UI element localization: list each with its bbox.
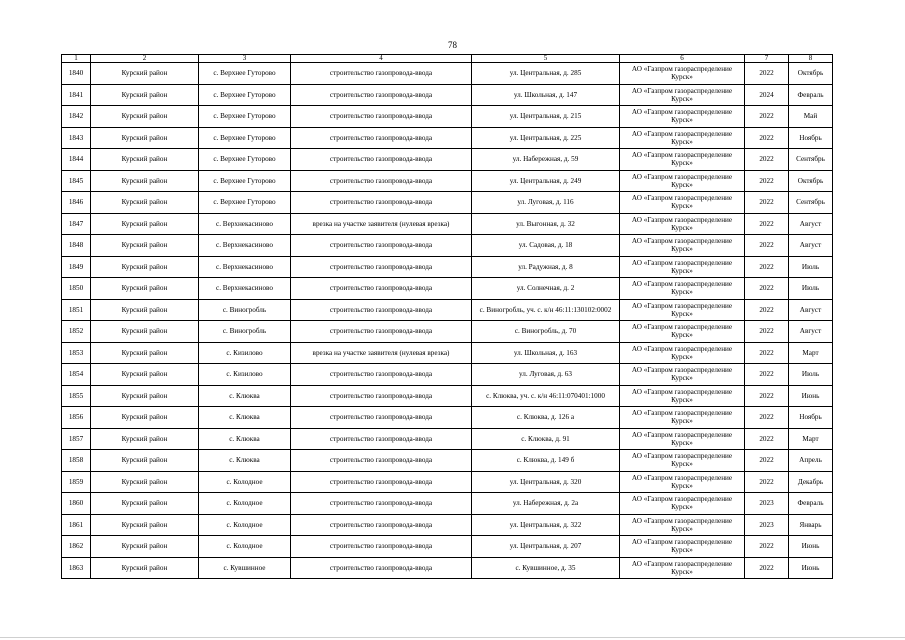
- row-number: 1855: [62, 385, 91, 407]
- table-row: [62, 84, 833, 106]
- month-cell: Январь: [789, 514, 833, 536]
- page-number: 78: [448, 40, 457, 50]
- address-cell: ул. Школьная, д. 147: [472, 84, 620, 106]
- address-cell: с. Клюква, д. 91: [472, 428, 620, 450]
- district-cell: Курский район: [91, 278, 199, 300]
- settlement-cell: с. Верхнее Гуторово: [199, 192, 291, 214]
- column-header: 3: [199, 55, 291, 63]
- district-cell: Курский район: [91, 321, 199, 343]
- organization-cell: АО «Газпром газораспределение Курск»: [620, 170, 745, 192]
- table-row: [62, 278, 833, 300]
- month-cell: Апрель: [789, 450, 833, 472]
- work-type-cell: врезка на участке заявителя (нулевая врезка): [291, 342, 472, 364]
- district-cell: Курский район: [91, 149, 199, 171]
- work-type-cell: строительство газопровода-ввода: [291, 557, 472, 579]
- district-cell: Курский район: [91, 514, 199, 536]
- month-cell: Февраль: [789, 493, 833, 515]
- work-type-cell: строительство газопровода-ввода: [291, 235, 472, 257]
- scan-edge-line: [0, 637, 905, 638]
- year-cell: 2022: [745, 278, 789, 300]
- year-cell: 2022: [745, 235, 789, 257]
- address-cell: ул. Набережная, д. 2а: [472, 493, 620, 515]
- address-cell: с. Виногробль, уч. с. к/н 46:11:130102:0002: [472, 299, 620, 321]
- district-cell: Курский район: [91, 342, 199, 364]
- work-type-cell: строительство газопровода-ввода: [291, 192, 472, 214]
- settlement-cell: с. Верхнекасиново: [199, 213, 291, 235]
- table-row: [62, 514, 833, 536]
- settlement-cell: с. Верхнекасиново: [199, 256, 291, 278]
- table-row: [62, 63, 833, 85]
- work-type-cell: строительство газопровода-ввода: [291, 493, 472, 515]
- year-cell: 2022: [745, 342, 789, 364]
- work-type-cell: строительство газопровода-ввода: [291, 450, 472, 472]
- column-header: 5: [472, 55, 620, 63]
- district-cell: Курский район: [91, 170, 199, 192]
- work-type-cell: строительство газопровода-ввода: [291, 127, 472, 149]
- settlement-cell: с. Клюква: [199, 450, 291, 472]
- organization-cell: АО «Газпром газораспределение Курск»: [620, 278, 745, 300]
- district-cell: Курский район: [91, 364, 199, 386]
- month-cell: Июнь: [789, 557, 833, 579]
- month-cell: Июнь: [789, 536, 833, 558]
- district-cell: Курский район: [91, 106, 199, 128]
- district-cell: Курский район: [91, 213, 199, 235]
- year-cell: 2022: [745, 63, 789, 85]
- organization-cell: АО «Газпром газораспределение Курск»: [620, 192, 745, 214]
- column-header: 2: [91, 55, 199, 63]
- work-type-cell: строительство газопровода-ввода: [291, 149, 472, 171]
- address-cell: ул. Луговая, д. 116: [472, 192, 620, 214]
- settlement-cell: с. Кизилово: [199, 364, 291, 386]
- work-type-cell: врезка на участке заявителя (нулевая врезка): [291, 213, 472, 235]
- address-cell: ул. Центральная, д. 249: [472, 170, 620, 192]
- district-cell: Курский район: [91, 536, 199, 558]
- settlement-cell: с. Колодное: [199, 471, 291, 493]
- month-cell: Август: [789, 321, 833, 343]
- year-cell: 2022: [745, 407, 789, 429]
- row-number: 1861: [62, 514, 91, 536]
- settlement-cell: с. Виногробль: [199, 299, 291, 321]
- settlement-cell: с. Клюква: [199, 428, 291, 450]
- district-cell: Курский район: [91, 63, 199, 85]
- settlement-cell: с. Верхнее Гуторово: [199, 106, 291, 128]
- organization-cell: АО «Газпром газораспределение Курск»: [620, 450, 745, 472]
- address-cell: ул. Центральная, д. 285: [472, 63, 620, 85]
- table-row: [62, 428, 833, 450]
- month-cell: Октябрь: [789, 63, 833, 85]
- organization-cell: АО «Газпром газораспределение Курск»: [620, 471, 745, 493]
- organization-cell: АО «Газпром газораспределение Курск»: [620, 127, 745, 149]
- column-header: 4: [291, 55, 472, 63]
- column-header: 1: [62, 55, 91, 63]
- district-cell: Курский район: [91, 385, 199, 407]
- organization-cell: АО «Газпром газораспределение Курск»: [620, 428, 745, 450]
- work-type-cell: строительство газопровода-ввода: [291, 364, 472, 386]
- row-number: 1844: [62, 149, 91, 171]
- year-cell: 2022: [745, 364, 789, 386]
- month-cell: Июль: [789, 278, 833, 300]
- work-type-cell: строительство газопровода-ввода: [291, 278, 472, 300]
- work-type-cell: строительство газопровода-ввода: [291, 514, 472, 536]
- year-cell: 2022: [745, 450, 789, 472]
- year-cell: 2022: [745, 471, 789, 493]
- address-cell: ул. Садовая, д. 18: [472, 235, 620, 257]
- table-row: [62, 364, 833, 386]
- table-row: [62, 192, 833, 214]
- row-number: 1856: [62, 407, 91, 429]
- address-cell: с. Клюква, уч. с. к/н 46:11:070401:1000: [472, 385, 620, 407]
- table-row: [62, 149, 833, 171]
- work-type-cell: строительство газопровода-ввода: [291, 407, 472, 429]
- address-cell: ул. Радужная, д. 8: [472, 256, 620, 278]
- table-row: [62, 450, 833, 472]
- month-cell: Ноябрь: [789, 407, 833, 429]
- column-header: 6: [620, 55, 745, 63]
- organization-cell: АО «Газпром газораспределение Курск»: [620, 407, 745, 429]
- address-cell: ул. Выгонная, д. 32: [472, 213, 620, 235]
- row-number: 1851: [62, 299, 91, 321]
- table-row: [62, 127, 833, 149]
- district-cell: Курский район: [91, 407, 199, 429]
- settlement-cell: с. Верхнее Гуторово: [199, 149, 291, 171]
- organization-cell: АО «Газпром газораспределение Курск»: [620, 213, 745, 235]
- year-cell: 2022: [745, 256, 789, 278]
- district-cell: Курский район: [91, 299, 199, 321]
- organization-cell: АО «Газпром газораспределение Курск»: [620, 514, 745, 536]
- settlement-cell: с. Колодное: [199, 514, 291, 536]
- row-number: 1860: [62, 493, 91, 515]
- address-cell: с. Виногробль, д. 70: [472, 321, 620, 343]
- organization-cell: АО «Газпром газораспределение Курск»: [620, 493, 745, 515]
- district-cell: Курский район: [91, 471, 199, 493]
- organization-cell: АО «Газпром газораспределение Курск»: [620, 149, 745, 171]
- row-number: 1850: [62, 278, 91, 300]
- month-cell: Декабрь: [789, 471, 833, 493]
- settlement-cell: с. Виногробль: [199, 321, 291, 343]
- address-cell: ул. Центральная, д. 322: [472, 514, 620, 536]
- work-type-cell: строительство газопровода-ввода: [291, 321, 472, 343]
- district-cell: Курский район: [91, 192, 199, 214]
- year-cell: 2022: [745, 170, 789, 192]
- organization-cell: АО «Газпром газораспределение Курск»: [620, 63, 745, 85]
- table-row: [62, 407, 833, 429]
- month-cell: Июнь: [789, 385, 833, 407]
- district-cell: Курский район: [91, 450, 199, 472]
- table-row: [62, 385, 833, 407]
- row-number: 1841: [62, 84, 91, 106]
- row-number: 1843: [62, 127, 91, 149]
- row-number: 1854: [62, 364, 91, 386]
- row-number: 1846: [62, 192, 91, 214]
- table-row: [62, 342, 833, 364]
- year-cell: 2022: [745, 106, 789, 128]
- month-cell: Сентябрь: [789, 149, 833, 171]
- settlement-cell: с. Кизилово: [199, 342, 291, 364]
- work-type-cell: строительство газопровода-ввода: [291, 84, 472, 106]
- header-row: [62, 55, 833, 63]
- month-cell: Октябрь: [789, 170, 833, 192]
- address-cell: ул. Набережная, д. 59: [472, 149, 620, 171]
- address-cell: с. Клюква, д. 126 а: [472, 407, 620, 429]
- address-cell: ул. Центральная, д. 320: [472, 471, 620, 493]
- settlement-cell: с. Клюква: [199, 407, 291, 429]
- settlement-cell: с. Верхнекасиново: [199, 235, 291, 257]
- month-cell: Август: [789, 299, 833, 321]
- settlement-cell: с. Кувшинное: [199, 557, 291, 579]
- month-cell: Июль: [789, 256, 833, 278]
- table-row: [62, 235, 833, 257]
- column-header: 8: [789, 55, 833, 63]
- settlement-cell: с. Колодное: [199, 536, 291, 558]
- work-type-cell: строительство газопровода-ввода: [291, 106, 472, 128]
- address-cell: с. Клюква, д. 149 б: [472, 450, 620, 472]
- year-cell: 2022: [745, 428, 789, 450]
- table-row: [62, 256, 833, 278]
- column-header: 7: [745, 55, 789, 63]
- table-row: [62, 536, 833, 558]
- row-number: 1840: [62, 63, 91, 85]
- row-number: 1845: [62, 170, 91, 192]
- settlement-cell: с. Верхнее Гуторово: [199, 127, 291, 149]
- work-type-cell: строительство газопровода-ввода: [291, 428, 472, 450]
- table-row: [62, 170, 833, 192]
- month-cell: Август: [789, 213, 833, 235]
- work-type-cell: строительство газопровода-ввода: [291, 471, 472, 493]
- year-cell: 2022: [745, 192, 789, 214]
- year-cell: 2022: [745, 385, 789, 407]
- month-cell: Май: [789, 106, 833, 128]
- work-type-cell: строительство газопровода-ввода: [291, 299, 472, 321]
- year-cell: 2022: [745, 557, 789, 579]
- organization-cell: АО «Газпром газораспределение Курск»: [620, 256, 745, 278]
- row-number: 1859: [62, 471, 91, 493]
- settlement-cell: с. Колодное: [199, 493, 291, 515]
- table-row: [62, 106, 833, 128]
- row-number: 1863: [62, 557, 91, 579]
- year-cell: 2022: [745, 536, 789, 558]
- table-row: [62, 321, 833, 343]
- address-cell: ул. Школьная, д. 163: [472, 342, 620, 364]
- row-number: 1842: [62, 106, 91, 128]
- district-cell: Курский район: [91, 256, 199, 278]
- address-cell: ул. Солнечная, д. 2: [472, 278, 620, 300]
- settlement-cell: с. Верхнее Гуторово: [199, 170, 291, 192]
- row-number: 1852: [62, 321, 91, 343]
- table-row: [62, 493, 833, 515]
- year-cell: 2024: [745, 84, 789, 106]
- district-cell: Курский район: [91, 235, 199, 257]
- address-cell: с. Кувшинное, д. 35: [472, 557, 620, 579]
- settlement-cell: с. Верхнее Гуторово: [199, 84, 291, 106]
- address-cell: ул. Центральная, д. 207: [472, 536, 620, 558]
- work-type-cell: строительство газопровода-ввода: [291, 63, 472, 85]
- table-row: [62, 299, 833, 321]
- row-number: 1849: [62, 256, 91, 278]
- settlement-cell: с. Верхнее Гуторово: [199, 63, 291, 85]
- work-type-cell: строительство газопровода-ввода: [291, 536, 472, 558]
- organization-cell: АО «Газпром газораспределение Курск»: [620, 299, 745, 321]
- gas-connection-table: [61, 54, 833, 579]
- district-cell: Курский район: [91, 557, 199, 579]
- year-cell: 2022: [745, 213, 789, 235]
- month-cell: Июль: [789, 364, 833, 386]
- organization-cell: АО «Газпром газораспределение Курск»: [620, 84, 745, 106]
- year-cell: 2022: [745, 299, 789, 321]
- organization-cell: АО «Газпром газораспределение Курск»: [620, 342, 745, 364]
- month-cell: Ноябрь: [789, 127, 833, 149]
- table-row: [62, 213, 833, 235]
- table-row: [62, 557, 833, 579]
- district-cell: Курский район: [91, 84, 199, 106]
- district-cell: Курский район: [91, 493, 199, 515]
- settlement-cell: с. Верхнекасиново: [199, 278, 291, 300]
- row-number: 1853: [62, 342, 91, 364]
- district-cell: Курский район: [91, 428, 199, 450]
- settlement-cell: с. Клюква: [199, 385, 291, 407]
- work-type-cell: строительство газопровода-ввода: [291, 170, 472, 192]
- table-row: [62, 471, 833, 493]
- year-cell: 2022: [745, 321, 789, 343]
- row-number: 1857: [62, 428, 91, 450]
- address-cell: ул. Центральная, д. 225: [472, 127, 620, 149]
- organization-cell: АО «Газпром газораспределение Курск»: [620, 321, 745, 343]
- month-cell: Март: [789, 342, 833, 364]
- row-number: 1862: [62, 536, 91, 558]
- year-cell: 2023: [745, 493, 789, 515]
- year-cell: 2023: [745, 514, 789, 536]
- organization-cell: АО «Газпром газораспределение Курск»: [620, 235, 745, 257]
- organization-cell: АО «Газпром газораспределение Курск»: [620, 557, 745, 579]
- row-number: 1858: [62, 450, 91, 472]
- organization-cell: АО «Газпром газораспределение Курск»: [620, 364, 745, 386]
- year-cell: 2022: [745, 149, 789, 171]
- district-cell: Курский район: [91, 127, 199, 149]
- month-cell: Февраль: [789, 84, 833, 106]
- organization-cell: АО «Газпром газораспределение Курск»: [620, 536, 745, 558]
- row-number: 1847: [62, 213, 91, 235]
- row-number: 1848: [62, 235, 91, 257]
- table-body: [62, 63, 833, 579]
- month-cell: Март: [789, 428, 833, 450]
- organization-cell: АО «Газпром газораспределение Курск»: [620, 106, 745, 128]
- address-cell: ул. Центральная, д. 215: [472, 106, 620, 128]
- address-cell: ул. Луговая, д. 63: [472, 364, 620, 386]
- work-type-cell: строительство газопровода-ввода: [291, 256, 472, 278]
- organization-cell: АО «Газпром газораспределение Курск»: [620, 385, 745, 407]
- month-cell: Сентябрь: [789, 192, 833, 214]
- work-type-cell: строительство газопровода-ввода: [291, 385, 472, 407]
- month-cell: Август: [789, 235, 833, 257]
- year-cell: 2022: [745, 127, 789, 149]
